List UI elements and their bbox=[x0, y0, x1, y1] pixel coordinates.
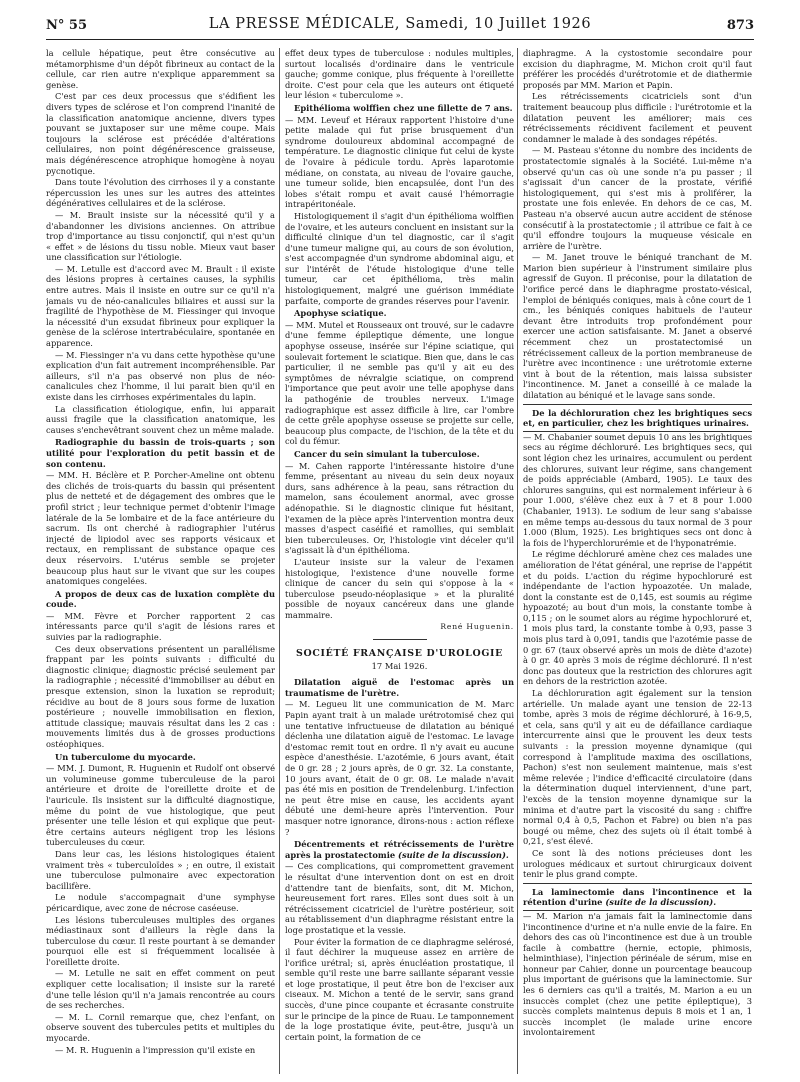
journal-title: LA PRESSE MÉDICALE, Samedi, 10 Juillet 1926 bbox=[208, 16, 592, 32]
paragraph: — M. Cahen rapporte l'intéressante histoire d'une femme, présentant au niveau du sein deux noyaux durs, sans adhérence à la peau, sans rétraction du mamelon, sans écoulement anormal, avec grosse adénopathie. Si le diagnostic clinique fut hésitant, l'examen de la pièce après l'intervention montra deux masses d'aspect caséifié et ramollies, qui semblait bien tuberculeuses. Or, l'histologie vint déceler qu'il s'agissait là d'un épithélioma. bbox=[285, 460, 514, 556]
boxed-heading bbox=[523, 404, 752, 432]
paragraph: Les lésions tuberculeuses multiples des organes médiastinaux sont d'ailleurs la règle dans la tuberculose du cœur. Il reste pourtant à se demander pourquoi elle est si fréquemment localisée à l'oreillette droite. bbox=[46, 914, 275, 967]
paragraph: — Ces complications, qui compromettent gravement le résultat d'une intervention dont on est en droit d'attendre tant de bienfaits, sont, dit M. Michon, heureusement fort rares. Elles sont dues soit à un rétrécissement cicatriciel de l'urètre postérieur, soit au rétablissement d'un diaphragme résistant entre la loge prostatique et la vessie. bbox=[285, 861, 514, 935]
paragraph: Les rétrécissements cicatriciels sont d'un traitement beaucoup plus difficile : l'urétrotomie et la dilatation peuvent les améliorer; mais ces rétrécissements récidivent facilement et peuvent condamner le malade à des sondages répétés. bbox=[523, 91, 752, 144]
paragraph: Dans leur cas, les lésions histologiques étaient vraiment très « tuberculoïdes » ; en outre, il existait une tuberculose pulmonaire avec expectoration bacillifère. bbox=[46, 848, 275, 891]
page-number: 873 bbox=[726, 18, 754, 33]
heading-text: La laminectomie dans l'incontinence et la rétention d'urine bbox=[523, 886, 752, 908]
header-rule bbox=[46, 39, 754, 40]
column-divider bbox=[279, 48, 280, 1074]
paragraph: La classification étiologique, enfin, lui apparait aussi fragile que la classification anatomique, les causes s'enchevêtrant souvent chez un même malade. bbox=[46, 403, 275, 435]
paragraph: — M. Fiessinger n'a vu dans cette hypothèse qu'une explication d'un fait autrement incompréhensible. Par ailleurs, s'il n'a pas observé non plus de néo-canalicules chez l'homme, il lui parait bien qu'il en existe dans les cirrhoses expérimentales du lapin. bbox=[46, 349, 275, 402]
paragraph: — MM. Fèvre et Porcher rapportent 2 cas intéressants parce qu'il s'agit de lésions rares et suivies par la radiographie. bbox=[46, 610, 275, 643]
section-heading: Cancer du sein simulant la tuberculose. bbox=[294, 448, 480, 459]
heading-text: Décentrements et rétrécissements de l'urètre après la prostatectomie bbox=[285, 839, 514, 860]
paragraph: — M. Janet trouve le béniqué tranchant de M. Marion bien supérieur à l'instrument similaire plus agressif de Guyon. Il préconise, pour la dilatation de l'orifice percé dans le diaphragme prostato-vésical, l'emploi de béniqués coniques, mais à cône court de 1 cm., les béniqués coniques habituels de l'auteur devant être introduits trop profondément pour exercer une action satisfaisante. M. Janet a observé récemment chez un prostatectomisé un rétrécissement calleux de la portion membraneuse de l'urètre avec incontinence : une urétrotomie externe vint à bout de la rétention, mais laissa subsister l'incontinence. M. Janet a conseillé à ce malade la dilatation au béniqué et le lavage sans sonde. bbox=[523, 252, 752, 400]
paragraph: — MM. Mutel et Rousseaux ont trouvé, sur le cadavre d'une femme épileptique démente, une longue apophyse osseuse, insérée sur l'épine sciatique, qui soulevait fortement le sciatique. Bien que, dans le cas particulier, il ne semble pas qu'il y ait eu des symptômes de névralgie sciatique, on comprend l'importance que peut avoir une telle apophyse dans la pathogénie de troubles nerveux. L'image radiographique est assez difficile à lire, car l'ombre de cette grêle apophyse osseuse se projette sur celle, beaucoup plus compacte, de l'ischion, de la tête et du col du fémur. bbox=[285, 319, 514, 447]
section-rule bbox=[373, 639, 427, 640]
paragraph: Dans toute l'évolution des cirrhoses il y a constante répercussion les unes sur les autres des atteintes dégénératives cellulaires et de la sclérose. bbox=[46, 177, 275, 209]
issue-number: N° 55 bbox=[46, 18, 87, 33]
paragraph: Pour éviter la formation de ce diaphragme selérosé, il faut déchirer la muqueuse assez en arrière de l'orifice urétral; si, après énucléation prostatique, il semble qu'il reste une barre saillante séparant vessie et loge prostatique, il peut être bon de l'exciser aux ciseaux. M. Michon a tenté de le servir, sans grand succès, d'une pince coupante et écrasante construite sur le principe de la pince de Ruau. Le tamponnement de la loge prostatique évite, peut-être, jusqu'à un certain point, la formation de ce bbox=[285, 936, 514, 1042]
paragraph: la cellule hépatique, peut être consécutive au métamorphisme d'un dépôt fibrineux au contact de la cellule, car rien autre n'explique apparemment sa genèse. bbox=[46, 48, 275, 90]
paragraph: La déchloruration agit également sur la tension artérielle. Un malade ayant une tension de 22-13 tombe, après 3 mois de régime déchloruré, à 16-9,5, et cela, sans qu'il y ait eu de défaillance cardiaque intercurrente ainsi que le prouvent les deux tests suivants : la pression moyenne dynamique (qui correspond à l'amplitude maxima des oscillations, Pachon) s'est non seulement maintenue, mais s'est même relevée ; l'indice d'efficacité circulatoire (dans la détermination duquel interviennent, d'une part, l'excès de la tension moyenne dynamique sur la minima et d'autre part la viscosité du sang : chiffre normal 0,4 à 0,5, Pachon et Fabre) ou bien n'a pas bougé ou même, chez des sujets où il était tombé à 0,21, s'est élevé. bbox=[523, 688, 752, 847]
section-heading: De la déchloruration chez les brightiques secs et, en particulier, chez les brightiques urinaires. bbox=[523, 407, 752, 429]
paragraph: — M. Legueu lit une communication de M. Marc Papin ayant trait à un malade urétrotomisé chez qui une tentative infructueuse de dilatation au béniqué déclenha une dilatation aiguë de l'estomac. Le lavage d'estomac remit tout en ordre. Il n'y avait eu aucune espèce d'anesthésie. L'azotémie, 6 jours avant, était de 0 gr. 28 ; 2 jours après, de 0 gr. 32. La constante, 10 jours avant, était de 0 gr. 08. Le malade n'avait pas été mis en position de Trendelenburg. L'infection ne peut être mise en cause, les accidents ayant débuté une demi-heure après l'intervention. Pour masquer notre ignorance, dirons-nous : action réflexe ? bbox=[285, 699, 514, 837]
column-right bbox=[523, 48, 752, 1074]
paragraph: L'auteur insiste sur la valeur de l'examen histologique, l'existence d'une nouvelle forme clinique de cancer du sein qui s'oppose à la « tuberculose pseudo-néoplasique » et la pluralité possible de noyaux cancéreux dans une glande mammaire. bbox=[285, 556, 514, 620]
paragraph: — M. Letulle est d'accord avec M. Brault : il existe des lésions propres à certaines causes, la syphilis entre autres. Mais il insiste en outre sur ce qu'il n'a jamais vu de néo-canalicules biliaires et aussi sur la fragilité de l'hypothèse de M. Fiessinger qui invoque la nécessité d'un exsudat fibrineux pour expliquer la genèse de la sclérose intertrabéculaire, spontanée en apparence. bbox=[46, 263, 275, 349]
paragraph: — MM. Leveuf et Héraux rapportent l'histoire d'une petite malade qui fut prise brusquement d'un syndrome douloureux abdominal accompagné de température. Le diagnostic clinique fut celui de kyste de l'ovaire à pédicule tordu. Après laparotomie médiane, on constata, au niveau de l'ovaire gauche, une tumeur solide, bien encapsulée, dont l'un des lobes s'était rompu et avait causé l'hémorragie intrapéritonéale. bbox=[285, 114, 514, 210]
boxed-heading bbox=[523, 883, 752, 911]
section-heading: A propos de deux cas de luxation complète du coude. bbox=[46, 588, 275, 610]
paragraph: — M. Chabanier soumet depuis 10 ans les brightiques secs au régime déchloruré. Les brightiques secs, qui sont légion chez les urinaires, accumulent ou perdent des chlorures, suivant leur régime, sans changement de poids appréciable (Ambard, 1905). Le taux des chlorures sanguins, qui est normalement inférieur à 6 pour 1.000, s'élève chez eux à 7 et 8 pour 1.000 (Chabanier, 1913). Le sodium de leur sang s'abaisse en même temps au-dessous du taux normal de 3 pour 1.000 (Blum, 1925). Les brightiques secs ont donc à la fois de l'hyperchlorurémie et de l'hyponatrémie. bbox=[523, 431, 752, 548]
section-heading bbox=[285, 839, 514, 860]
section-heading: Dilatation aiguë de l'estomac après un traumatisme de l'urètre. bbox=[285, 677, 514, 698]
heading-note: (suite de la discussion). bbox=[398, 849, 509, 860]
heading-note: (suite de la discussion). bbox=[605, 897, 717, 908]
paragraph: — M. R. Huguenin a l'impression qu'il existe en bbox=[55, 1044, 256, 1055]
paragraph: C'est par ces deux processus que s'édifient les divers types de sclérose et l'on comprend l'inanité de la classification anatomique ancienne, divers types pouvant se juxtaposer sur une même coupe. Mais toujours la sclérose est précédée d'altérations cellulaires, non point dégénérescence graisseuse, mais dégénérescence atrophique homogène à noyau pycnotique. bbox=[46, 91, 275, 176]
session-date: 17 Mai 1926. bbox=[371, 660, 428, 671]
paragraph: — M. Pasteau s'étonne du nombre des incidents de prostatectomie signalés à la Société. Lui-même n'a observé qu'un cas où une sonde n'a pu passer ; il s'agissait d'un cancer de la prostate, vérifié histologiquement, qui s'est mis à proliférer, la prostate une fois enlevée. En dehors de ce cas, M. Pasteau n'a observé aucun autre accident de sténose consécutif à la prostatectomie ; il attribue ce fait à ce qu'il effondre toujours la muqueuse vésicale en arrière de l'urètre. bbox=[523, 145, 752, 251]
society-heading: SOCIÉTÉ FRANÇAISE D'UROLOGIE bbox=[296, 648, 503, 660]
paragraph: diaphragme. A la cystostomie secondaire pour excision du diaphragme, M. Michon croit qu'il faut préférer les procédés d'urétrotomie et de diathermie proposés par MM. Marion et Papin. bbox=[523, 48, 752, 90]
paragraph: Le régime déchloruré amène chez ces malades une amélioration de l'état général, une reprise de l'appétit et du poids. L'action du régime hypochloruré est indépendante de l'action hypoazotée. Un malade, dont la constante est de 0,145, est soumis au régime hypoazoté; au bout d'un mois, la constante tombe à 0,115 ; on le soumet alors au régime hypochloruré et, 1 mois plus tard, la constante tombe à 0,93, passe 3 mois plus tard à 0,091, tandis que l'azotémie passe de 0 gr. 67 (taux observé après un mois de diète d'azote) à 0 gr. 40 après 3 mois de régime déchloruré. Il n'est donc pas douteux que la restriction des chlorures agit en dehors de la restriction azotée. bbox=[523, 549, 752, 687]
paragraph: — MM. J. Dumont, R. Huguenin et Rudolf ont observé un volumineuse gomme tuberculeuse de la paroi antérieure et droite de l'oreillette droite et de l'auricule. Ils insistent sur la difficulté diagnostique, même du point de vue histologique, que peut présenter une telle lésion et qui explique que peut-être certains auteurs négligent trop les lésions tuberculeuses du cœur. bbox=[46, 763, 275, 848]
paragraph: Histologiquement il s'agit d'un épithélioma wolffien de l'ovaire, et les auteurs concluent en insistant sur la difficulté clinique d'un tel diagnostic, car il s'agit d'une tumeur maligne qui, au cours de son évolution, s'est accompagnée d'un syndrome abdominal aigu, et sur l'intérêt de l'étude histologique d'une telle tumeur, car cet épithélioma, très malin histologiquement, malgré une guérison immédiate parfaite, comporte de grandes réserves pour l'avenir. bbox=[285, 210, 514, 306]
paragraph: Ces deux observations présentent un parallélisme frappant par les points suivants : difficulté du diagnostic clinique; diagnostic précisé seulement par la radiographie ; nécessité d'immobiliser au début en presque extension, sinon la luxation se reproduit; récidive au bout de 8 jours sous forme de luxation postérieure ; nouvelle immobilisation en flexion, attitude classique; mauvais résultat dans les 2 cas : mouvements limités dus à de grosses productions ostéophiques. bbox=[46, 643, 275, 749]
paragraph: — MM. H. Béclère et P. Porcher-Ameline ont obtenu des clichés de trois-quarts du bassin qui présentent plus de netteté et de dégagement des ombres que le profil strict ; leur technique permet d'obtenir l'image latérale de la 5e lombaire et de la face antérieure du sacrum. Ils ont cherché à radiographier l'utérus injecté de lipiodol avec ses rapports vésicaux et rectaux, en remplissant de substance opaque ces deux réservoirs. L'utérus semble se projeter beaucoup plus haut sur le vivant que sur les coupes anatomiques congelées. bbox=[46, 470, 275, 587]
section-heading: Un tuberculome du myocarde. bbox=[55, 751, 196, 762]
section-heading bbox=[523, 887, 752, 908]
paragraph: — M. Marion n'a jamais fait la laminectomie dans l'incontinence d'urine et n'a nulle envie de la faire. En dehors des cas où l'incontinence est due à un trouble facile à combattre (hernie, ectopie, phimosis, helminthiase), l'injection périnéale de sérum, mise en honneur par Cahier, donne un pourcentage beaucoup plus important de guérisons que la laminectomie. Sur les 6 derniers cas qu'il a traités, M. Marion a eu un insuccès complet (chez une petite épileptique), 3 succès complets maintenus depuis 8 mois et 1 an, 1 succès incomplet (le malade urine encore involontairement bbox=[523, 910, 752, 1038]
author-signature: René Huguenin. bbox=[440, 622, 514, 632]
section-heading: Apophyse sciatique. bbox=[294, 308, 387, 319]
column-divider bbox=[517, 48, 518, 1074]
paragraph: — M. Brault insiste sur la nécessité qu'il y a d'abandonner les divisions anciennes. On attribue trop d'importance au tissu conjonctif, qui n'est qu'un « effet » de lésions du tissu noble. Mieux vaut baser une classification sur l'étiologie. bbox=[46, 209, 275, 263]
section-heading: Epithélioma wolffien chez une fillette de 7 ans. bbox=[294, 102, 513, 113]
paragraph: — M. Letulle ne sait en effet comment on peut expliquer cette localisation; il insiste sur la rareté d'une telle lésion qu'il n'a jamais rencontrée au cours de ses recherches. bbox=[46, 968, 275, 1011]
paragraph: Le nodule s'accompagnait d'une symphyse péricardique, avec zone de nécrose caséeuse. bbox=[46, 892, 275, 913]
paragraph: — M. L. Cornil remarque que, chez l'enfant, on observe souvent des tubercules petits et multiples du myocarde. bbox=[46, 1011, 275, 1044]
column-left bbox=[46, 48, 275, 1074]
page-header bbox=[46, 10, 754, 40]
section-heading: Radiographie du bassin de trois-quarts ; son utilité pour l'exploration du petit bassin et de son contenu. bbox=[46, 437, 275, 469]
paragraph: effet deux types de tuberculose : nodules multiples, surtout localisés d'ordinaire dans le ventricule gauche; gomme conique, plus fréquente à l'oreillette droite. C'est pour cela que les auteurs ont étiqueté leur lésion « tuberculome ». bbox=[285, 48, 514, 101]
paragraph: Ce sont là des notions précieuses dont les urologues médicaux et surtout chirurgicaux doivent tenir le plus grand compte. bbox=[523, 847, 752, 880]
column-middle bbox=[285, 48, 514, 1074]
